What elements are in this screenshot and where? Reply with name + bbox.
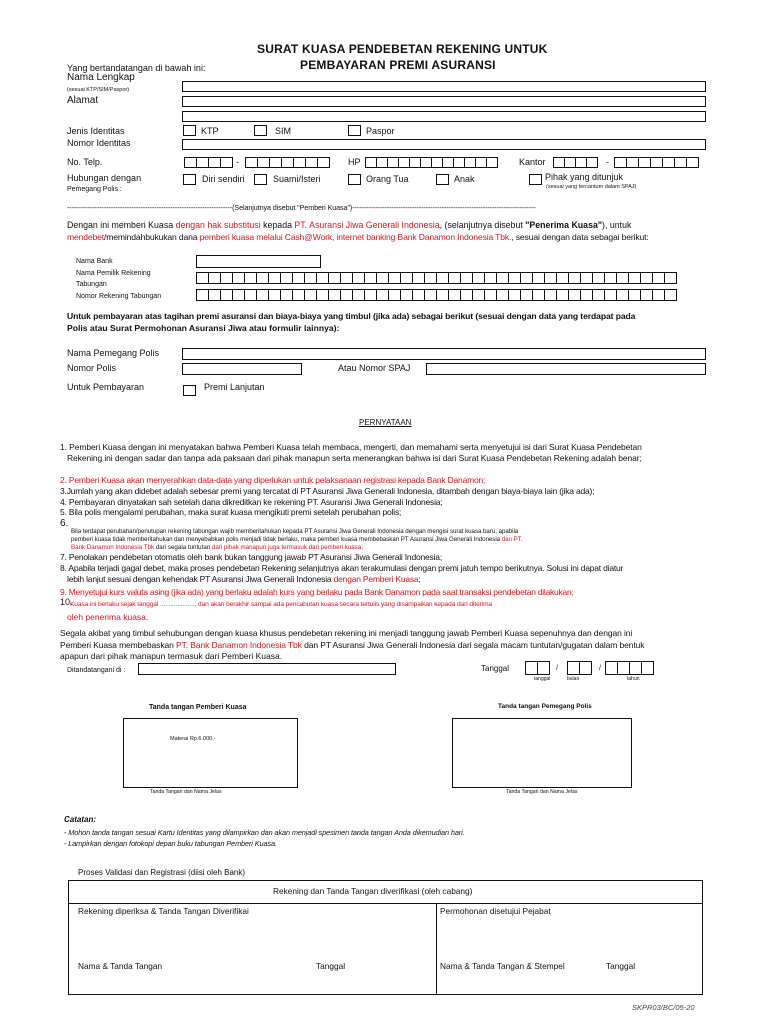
rel-self-label: Diri sendiri	[202, 174, 245, 184]
hp-label: HP	[348, 157, 361, 167]
phone-label: No. Telp.	[67, 157, 103, 167]
mandate-line1: Dengan ini memberi Kuasa dengan hak substitusi kepada PT. Asuransi Jiwa Generali Indonesia, (selanjutnya disebut "Penerima Kuasa"), untuk	[67, 220, 632, 230]
validation-column-divider	[436, 903, 437, 995]
statement-2: 2. Pemberi Kuasa akan menyerahkan data-data yang diperlukan untuk pelaksanaan registrasi kepada Bank Danamon;	[60, 475, 486, 485]
id-number-field[interactable]	[182, 139, 706, 150]
continuing-premium-label: Premi Lanjutan	[204, 382, 265, 392]
statement-10a: Kuasa ini berlaku sejak tanggal ..................... dan akan berakhir sampai ada pencabutan kuasa secara tertulis yang disampaikan kepada dan diterima	[70, 601, 493, 608]
date-day-cells[interactable]	[525, 661, 549, 675]
office-label: Kantor	[519, 157, 546, 167]
office-dash: -	[606, 157, 609, 167]
statement-5: 5. Bila polis mengalami perubahan, maka surat kuasa mengikuti premi setelah perubahan polis;	[60, 507, 402, 517]
full-name-field[interactable]	[182, 81, 706, 92]
phone-area-cells[interactable]	[184, 157, 232, 168]
continuing-premium-checkbox[interactable]	[183, 385, 196, 396]
rel-appointed-checkbox[interactable]	[529, 174, 542, 185]
grantor-signature-box[interactable]	[123, 718, 298, 788]
holder-name-label: Nama Pemegang Polis	[67, 348, 160, 358]
rel-parent-label: Orang Tua	[366, 174, 409, 184]
validation-table-title: Rekening dan Tanda Tangan diverifikasi (oleh cabang)	[273, 886, 473, 896]
statement-1a: 1. Pemberi Kuasa dengan ini menyatakan bahwa Pemberi Kuasa telah membaca, mengerti, dan memahami serta menyetujui isi dari Surat Kuasa Pendebetan	[60, 442, 642, 452]
policy-number-field[interactable]	[182, 363, 302, 375]
office-area-cells[interactable]	[553, 157, 597, 168]
validation-heading: Proses Validasi dan Registrasi (diisi oleh Bank)	[78, 868, 246, 877]
address-field-2[interactable]	[182, 111, 706, 122]
phone-dash: -	[236, 157, 239, 167]
spaj-label: Atau Nomor SPAJ	[338, 363, 411, 373]
statement-6c: Bank Danamon Indonesia Tbk dari segala tuntutan dari pihak manapun juga termasuk dari pemberi kuasa;	[71, 544, 363, 551]
rel-appointed-note: (sesuai yang tercantum dalam SPAJ)	[546, 184, 637, 190]
statement-10-number: 10.	[60, 597, 73, 607]
consequence-line1: Segala akibat yang timbul sehubungan dengan kuasa khusus pendebetan rekening ini menjadi tanggung jawab Pemberi Kuasa sepenuhnya dan dengan ini	[60, 628, 633, 638]
date-month-caption: bulan	[567, 676, 580, 682]
statement-4: 4. Pembayaran dinyatakan sah setelah dana dikreditkan ke rekening PT. Asuransi Jiwa Generali Indonesia;	[60, 497, 443, 507]
bank-name-field[interactable]	[196, 255, 321, 268]
account-number-cells[interactable]	[196, 289, 676, 301]
rel-child-label: Anak	[454, 174, 475, 184]
rel-spouse-label: Suami/Isteri	[273, 174, 321, 184]
date-day-caption: tanggal	[534, 676, 551, 682]
signed-at-field[interactable]	[138, 663, 396, 675]
validation-right-name: Nama & Tanda Tangan & Stempel	[440, 961, 565, 971]
date-label: Tanggal	[481, 664, 510, 673]
statement-1b: Rekening ini dengan sadar dan tanpa ada paksaan dari pihak manapun serta menerangkan bahwa isi dari Surat Kuasa Pendebetan Rekening adalah benar;	[67, 453, 642, 463]
rel-appointed-label: Pihak yang ditunjuk	[545, 172, 624, 182]
title-line2: PEMBAYARAN PREMI ASURANSI	[300, 58, 496, 72]
undersigned-label: Yang bertandatangan di bawah ini:	[67, 63, 206, 73]
payment-intro-line2: Polis atau Surat Permohonan Asuransi Jiwa atau formulir lainnya):	[67, 323, 340, 333]
statement-6b: pemberi kuasa tidak memberitahukan dan menyebabkan polis menjadi tidak berlaku, maka pemberi kuasa membebaskan PT Asuransi Jiwa Generali Indonesia dan PT.	[71, 536, 523, 543]
id-type-label: Jenis Identitas	[67, 126, 125, 136]
passport-label: Paspor	[366, 126, 395, 136]
full-name-note: (sesuai KTP/SIM/Paspor)	[67, 87, 130, 93]
relationship-label: Hubungan dengan	[67, 173, 142, 183]
rel-child-checkbox[interactable]	[436, 174, 449, 185]
office-number-cells[interactable]	[614, 157, 698, 168]
sim-label: SIM	[275, 126, 292, 136]
phone-number-cells[interactable]	[245, 157, 329, 168]
signed-at-label: Ditandatangani di :	[67, 667, 126, 674]
statement-heading: PERNYATAAN	[359, 418, 412, 427]
holder-name-field[interactable]	[182, 348, 706, 360]
statement-10b: oleh penerima kuasa.	[67, 612, 149, 622]
rel-self-checkbox[interactable]	[183, 174, 196, 185]
consequence-line2: Pemberi Kuasa membebaskan PT. Bank Danamon Indonesia Tbk dan PT Asuransi Jiwa Generali Indonesia dari segala macam tuntutan/gugatan dalam bentuk	[60, 640, 645, 650]
validation-left-date: Tanggal	[316, 961, 346, 971]
statement-7: 7. Penolakan pendebetan otomatis oleh bank bukan tanggung jawab PT Asuransi Jiwa Generali Indonesia;	[60, 552, 442, 562]
holder-signature-title: Tanda tangan Pemegang Polis	[498, 703, 592, 710]
consequence-line3: apapun dari pihak manapun termasuk dari Pemberi Kuasa.	[60, 651, 283, 661]
account-number-label: Nomor Rekening Tabungan	[76, 293, 162, 300]
policy-number-label: Nomor Polis	[67, 363, 117, 373]
note-1: - Mohon tanda tangan sesuai Kartu Identitas yang dilampirkan dan akan menjadi spesimen tanda tangan Anda dikemudian hari.	[64, 828, 465, 837]
holder-signature-caption: Tanda Tangan dan Nama Jelas	[506, 789, 578, 795]
full-name-label: Nama Lengkap	[67, 72, 135, 83]
statement-6a: Bila terdapat perubahan/penutupan rekening tabungan wajib memberitahukan kepada PT Asuransi Jiwa Generali Indonesia dengan mengisi surat kuasa baru, apabila	[71, 528, 519, 535]
hp-cells[interactable]	[365, 157, 497, 168]
payment-for-label: Untuk Pembayaran	[67, 382, 145, 392]
payment-intro-line1: Untuk pembayaran atas tagihan premi asuransi dan biaya-biaya yang timbul (jika ada) sebagai berikut (sesuai dengan data yang terdapat pada	[67, 311, 636, 321]
policy-holder-label: Pemegang Polis :	[67, 186, 122, 193]
rel-spouse-checkbox[interactable]	[254, 174, 267, 185]
sim-checkbox[interactable]	[254, 125, 267, 136]
date-year-caption: tahun	[627, 676, 640, 682]
grantor-separator: ------------------------------------------------------------------------(Selanjutnya disebut "Pemberi Kuasa")--------------------------------------------------------------------------------	[67, 203, 536, 212]
validation-right-head: Permohonan disetujui Pejabat	[440, 906, 551, 916]
note-2: - Lampirkan dengan fotokopi depan buku tabungan Pemberi Kuasa.	[64, 839, 277, 848]
notes-heading: Catatan:	[64, 815, 97, 824]
statement-6-number: 6.	[60, 518, 69, 529]
passport-checkbox[interactable]	[348, 125, 361, 136]
statement-8a: 8. Apabila terjadi gagal debet, maka proses pendebetan Rekening selanjutnya akan terakumulasi dengan premi jatuh tempo berikutnya. Solusi ini dapat diatur	[60, 563, 624, 573]
id-number-label: Nomor Identitas	[67, 138, 131, 148]
address-label: Alamat	[67, 95, 99, 106]
spaj-field[interactable]	[426, 363, 706, 375]
bank-name-label: Nama Bank	[76, 258, 113, 265]
statement-3: 3.Jumlah yang akan didebet adalah sebesar premi yang tercatat di PT Asuransi Jiwa Generali Indonesia, ditambah dengan biaya-biaya lain (jika ada);	[60, 486, 595, 496]
stamp-label: Materai Rp.6.000,-	[170, 736, 216, 742]
validation-left-name: Nama & Tanda Tangan	[78, 961, 163, 971]
validation-right-date: Tanggal	[606, 961, 636, 971]
title-line1: SURAT KUASA PENDEBETAN REKENING UNTUK	[257, 42, 548, 56]
validation-row-divider	[68, 903, 703, 904]
mandate-line2: mendebet/memindahbukukan dana pemberi kuasa melalui Cash@Work, internet banking Bank Danamon Indonesia Tbk., sesuai dengan data sebagai berikut:	[67, 232, 649, 242]
statement-8b: lebih lanjut sesuai dengan kehendak PT Asuransi Jiwa Generali Indonesia dengan Pemberi Kuasa;	[67, 574, 421, 584]
date-month-cells[interactable]	[567, 661, 591, 675]
date-slash-2: /	[599, 665, 601, 672]
ktp-label: KTP	[201, 126, 219, 136]
owner-label-1: Nama Pemilik Rekening	[76, 270, 151, 277]
date-year-cells[interactable]	[605, 661, 653, 675]
statement-9: 9. Menyetujui kurs valuta asing (jika ada) yang berlaku adalah kurs yang berlaku pada Bank Danamon pada saat transaksi pendebetan dilakukan;	[60, 587, 574, 597]
ktp-checkbox[interactable]	[183, 125, 196, 136]
grantor-signature-caption: Tanda Tangan dan Nama Jelas	[150, 789, 222, 795]
owner-name-cells[interactable]	[196, 272, 676, 284]
holder-signature-box[interactable]	[452, 718, 632, 788]
grantor-signature-title: Tanda tangan Pemberi Kuasa	[149, 704, 247, 711]
validation-table	[68, 880, 703, 995]
footer-code: SKPR03/BC/05-20	[632, 1003, 695, 1012]
address-field-1[interactable]	[182, 96, 706, 107]
rel-parent-checkbox[interactable]	[348, 174, 361, 185]
owner-label-2: Tabungan	[76, 281, 107, 288]
validation-left-head: Rekening diperiksa & Tanda Tangan Diverifikai	[78, 906, 249, 916]
date-slash-1: /	[556, 665, 558, 672]
